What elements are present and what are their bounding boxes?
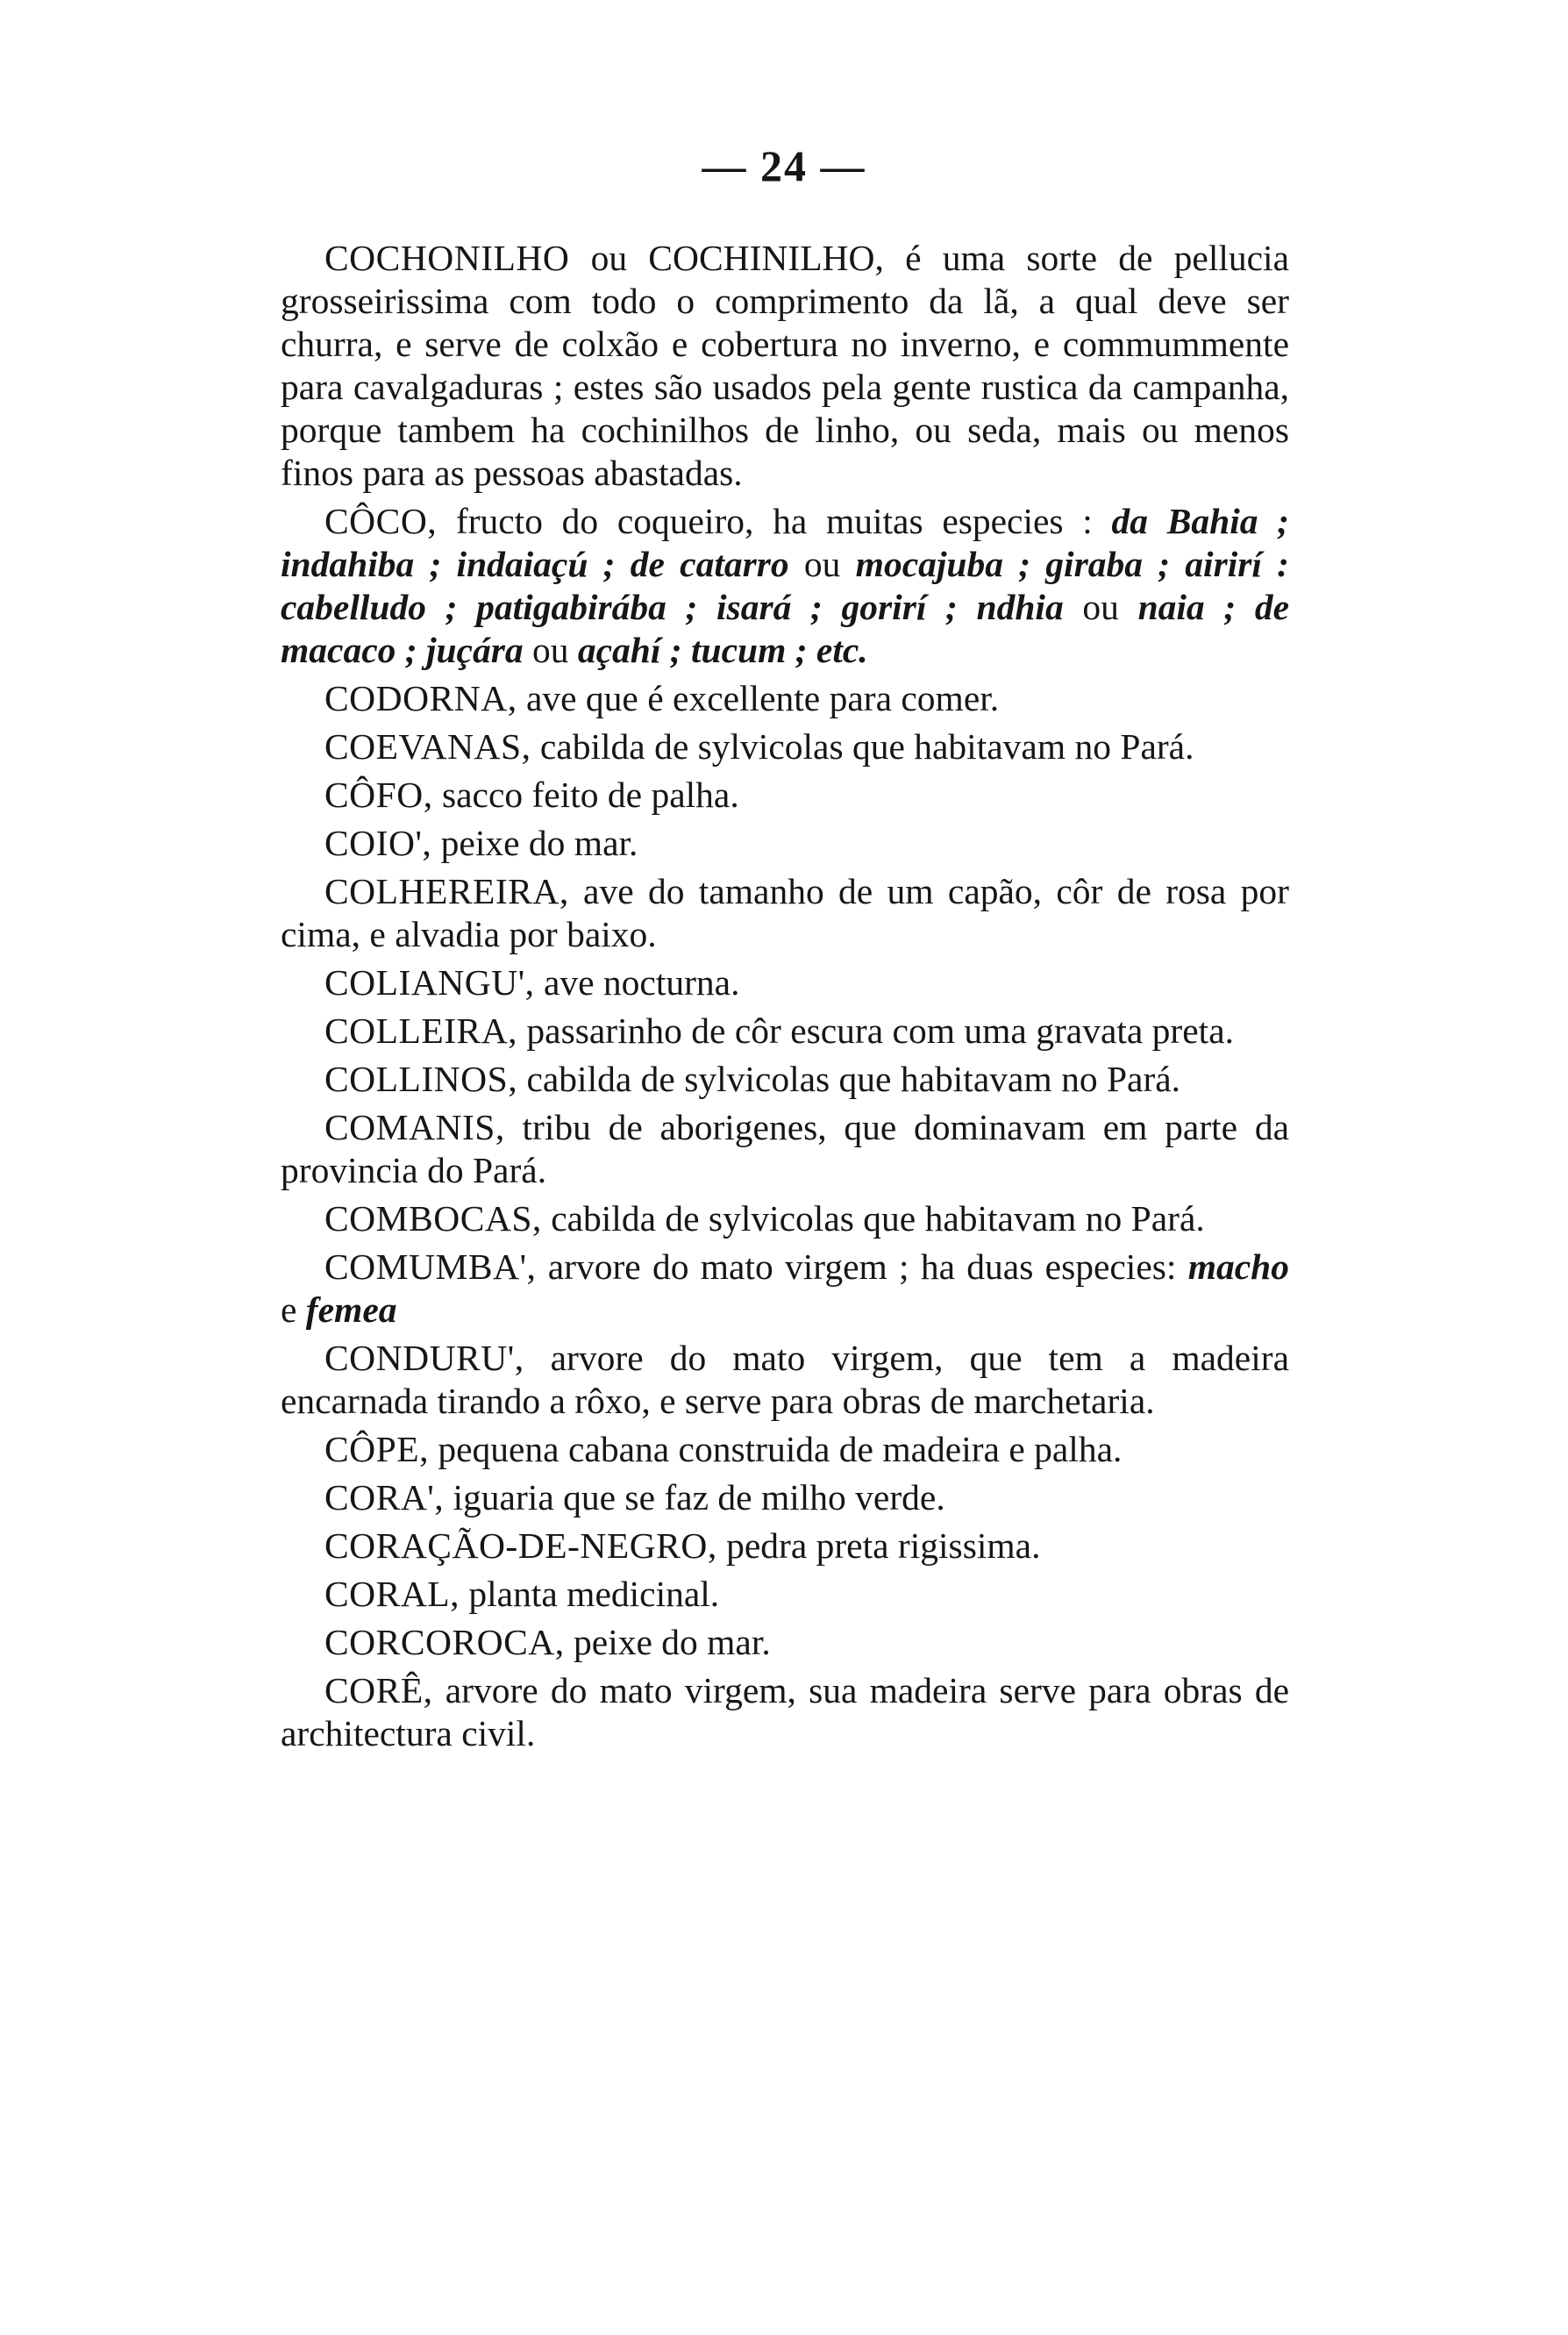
entry-headword: CORAÇÃO-DE-NEGRO,: [324, 1525, 717, 1566]
entry-coco: [281, 500, 1289, 672]
entry-text: arvore do mato virgem ; ha duas especies:: [536, 1246, 1188, 1287]
entry-coevanas: [281, 725, 1289, 768]
entry-headword: COCHONILHO: [324, 238, 570, 278]
entry-definition: tribu de aborigenes, que dominavam em parte da provincia do Pará.: [281, 1107, 1289, 1190]
entry-definition: cabilda de sylvicolas que habitavam no Pará.: [517, 1059, 1181, 1099]
glossary-entries: [281, 237, 1289, 1755]
entry-text: fructo do coqueiro, ha muitas especies :: [437, 501, 1112, 541]
entry-italic-text: femea: [305, 1289, 397, 1330]
entry-headword: CONDURU',: [324, 1338, 524, 1378]
entry-collinos: [281, 1058, 1289, 1101]
entry-headword: COMBOCAS,: [324, 1198, 542, 1239]
entry-definition: arvore do mato virgem, que tem a madeira encarnada tirando a rôxo, e serve para obras de marchetaria.: [281, 1338, 1289, 1421]
entry-combocas: [281, 1197, 1289, 1240]
entry-definition: arvore do mato virgem, sua madeira serve para obras de architectura civil.: [281, 1670, 1289, 1753]
entry-colleira: [281, 1010, 1289, 1053]
entry-definition: ou COCHINILHO, é uma sorte de pellucia grosseirissima com todo o comprimento da lã, a qual deve ser churra, e serve de colxão e cobertura no inverno, e commummente para cavalgaduras ; estes são usados pela gente rustica da campanha, porque tambem ha cochinilhos de linho, ou seda, mais ou menos finos para as pessoas abastadas.: [281, 238, 1289, 493]
entry-definition: ave do tamanho de um capão, côr de rosa por cima, e alvadia por baixo.: [281, 871, 1289, 954]
entry-definition: ave nocturna.: [534, 962, 740, 1003]
entry-headword: COLHEREIRA,: [324, 871, 569, 911]
entry-headword: CORA',: [324, 1477, 445, 1517]
entry-definition: cabilda de sylvicolas que habitavam no Pará.: [541, 1198, 1205, 1239]
entry-corcoroca: [281, 1621, 1289, 1664]
entry-text: ou: [523, 630, 578, 670]
entry-definition: pequena cabana construida de madeira e palha.: [428, 1429, 1123, 1469]
entry-headword: COMANIS,: [324, 1107, 505, 1147]
entry-italic-text: macho: [1187, 1246, 1289, 1287]
entry-comanis: [281, 1106, 1289, 1192]
page-number: — 24 —: [702, 141, 866, 190]
entry-headword: CÔCO,: [324, 501, 438, 541]
entry-definition: peixe do mar.: [564, 1622, 771, 1662]
entry-italic-text: naia ; de macaco ; juçára: [281, 587, 1289, 670]
entry-codorna: [281, 677, 1289, 720]
entry-headword: CORÊ,: [324, 1670, 433, 1710]
entry-headword: COMUMBA',: [324, 1246, 537, 1287]
entry-headword: CÔPE,: [324, 1429, 429, 1469]
entry-headword: CÔFO,: [324, 775, 433, 815]
entry-italic-text: da Bahia ; indahiba ; indaiaçú ; de catarro: [281, 501, 1289, 584]
entry-headword: COLIANGU',: [324, 962, 535, 1003]
entry-headword: CORCOROCA,: [324, 1622, 565, 1662]
entry-definition: peixe do mar.: [431, 823, 638, 863]
entry-headword: CORAL,: [324, 1574, 460, 1614]
entry-headword: COLLEIRA,: [324, 1010, 518, 1051]
entry-coracao-de-negro: [281, 1525, 1289, 1567]
entry-definition: planta medicinal.: [460, 1574, 720, 1614]
entry-definition: pedra preta rigissima.: [716, 1525, 1041, 1566]
entry-cope: [281, 1428, 1289, 1471]
entry-text: e: [281, 1289, 306, 1330]
entry-headword: COIO',: [324, 823, 432, 863]
entry-conduru: [281, 1337, 1289, 1423]
entry-definition: ave que é excellente para comer.: [517, 678, 1000, 718]
entry-definition: sacco feito de palha.: [432, 775, 739, 815]
entry-coliangu: [281, 961, 1289, 1004]
entry-coral: [281, 1573, 1289, 1616]
entry-cora: [281, 1476, 1289, 1519]
entry-headword: CODORNA,: [324, 678, 517, 718]
entry-italic-text: açahí ; tucum ; etc.: [577, 630, 868, 670]
entry-core: [281, 1669, 1289, 1755]
entry-headword: COLLINOS,: [324, 1059, 518, 1099]
entry-comumba: [281, 1246, 1289, 1332]
entry-definition: passarinho de côr escura com uma gravata preta.: [517, 1010, 1234, 1051]
entry-definition: cabilda de sylvicolas que habitavam no Pará.: [531, 726, 1194, 767]
entry-headword: COEVANAS,: [324, 726, 531, 767]
entry-italic-text: mocajuba ; giraba ; airirí : cabelludo ; patigabirába ; isará ; gorirí ; ndhia: [281, 544, 1290, 627]
entry-cofo: [281, 774, 1289, 817]
entry-text: ou: [788, 544, 856, 584]
entry-text: ou: [1063, 587, 1138, 627]
entry-colhereira: [281, 870, 1289, 956]
entry-definition: iguaria que se faz de milho verde.: [444, 1477, 945, 1517]
entry-coio: [281, 822, 1289, 865]
entry-cochonilho: [281, 237, 1289, 495]
